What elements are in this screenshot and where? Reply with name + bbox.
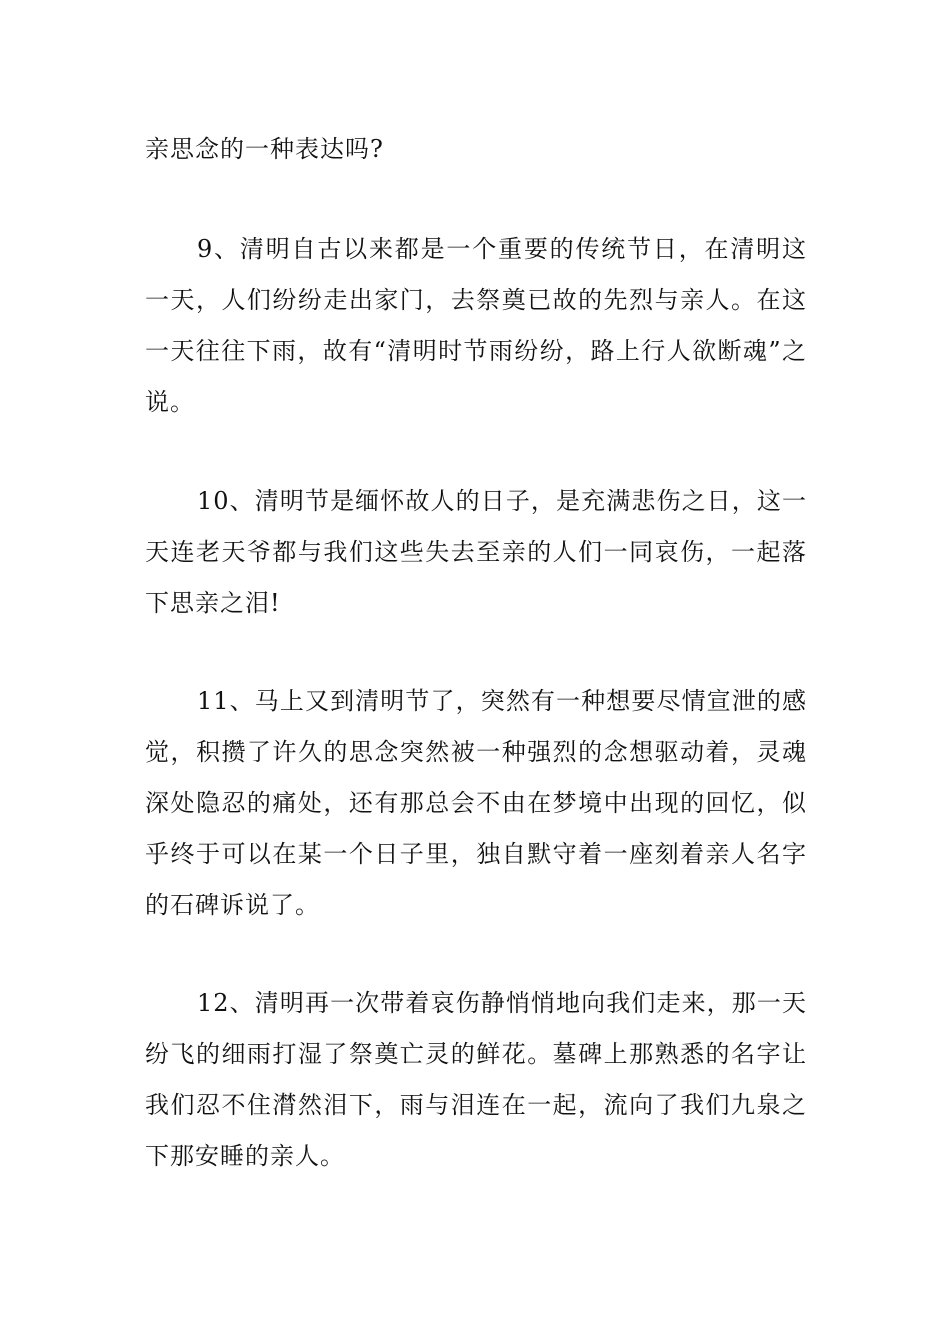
paragraph-item-10: 10、清明节是缅怀故人的日子，是充满悲伤之日，这一天连老天爷都与我们这些失去至亲的人们一同哀伤，一起落下思亲之泪! [145,487,807,617]
paragraph-item-9: 9、清明自古以来都是一个重要的传统节日，在清明这一天，人们纷纷走出家门，去祭奠已故的先烈与亲人。在这一天往往下雨，故有“清明时节雨纷纷，路上行人欲断魂”之说。 [145,235,807,416]
paragraph-item-11: 11、马上又到清明节了，突然有一种想要尽情宣泄的感觉，积攒了许久的思念突然被一种强烈的念想驱动着，灵魂深处隐忍的痛处，还有那总会不由在梦境中出现的回忆，似乎终于可以在某一个日子里，独自默守着一座刻着亲人名字的石碑诉说了。 [145,687,807,919]
paragraph-continuation: 亲思念的一种表达吗? [145,135,384,163]
paragraph-item-12: 12、清明再一次带着哀伤静悄悄地向我们走来，那一天纷飞的细雨打湿了祭奠亡灵的鲜花。墓碑上那熟悉的名字让我们忍不住潸然泪下，雨与泪连在一起，流向了我们九泉之下那安睡的亲人。 [145,989,807,1170]
